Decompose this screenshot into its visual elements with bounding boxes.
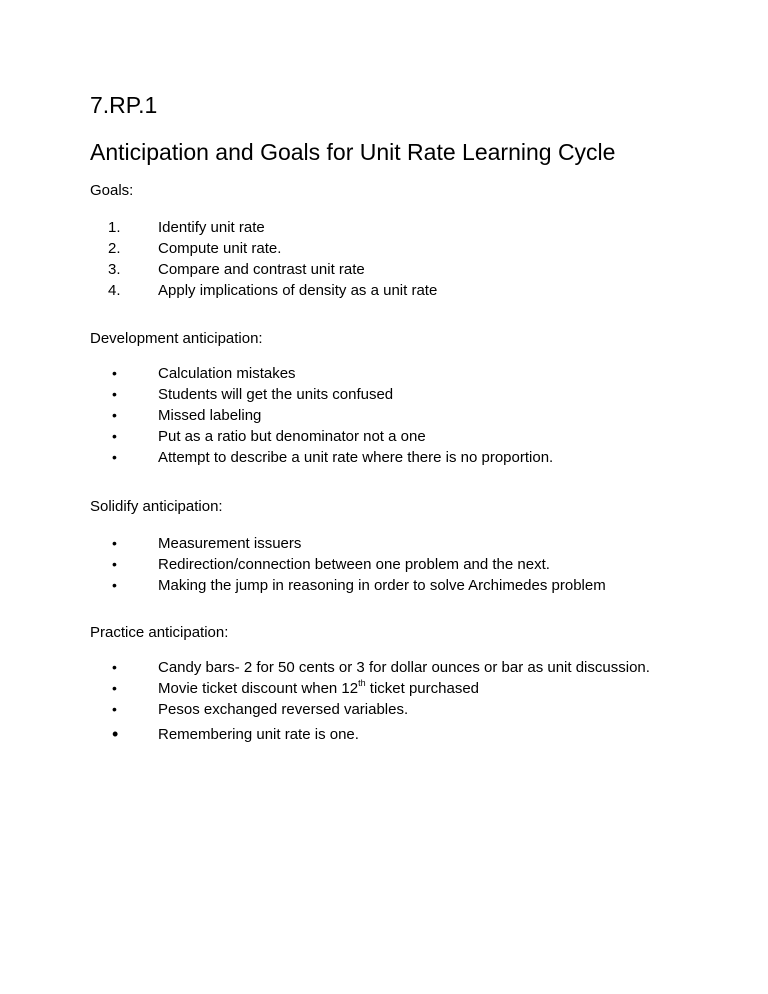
bullet-icon: • <box>112 577 117 593</box>
goals-list <box>90 217 437 301</box>
bullet-icon: • <box>112 428 117 444</box>
list-item-text: Apply implications of density as a unit rate <box>158 282 438 299</box>
standard-code-heading: 7.RP.1 <box>90 92 158 118</box>
practice-list <box>90 657 678 745</box>
list-item <box>90 384 553 405</box>
list-item <box>90 678 678 699</box>
list-item <box>90 426 553 447</box>
bullet-icon: • <box>112 449 117 465</box>
bullet-icon: • <box>112 365 117 381</box>
list-item-text: Calculation mistakes <box>158 365 296 382</box>
bullet-icon: • <box>112 701 117 717</box>
list-item <box>90 405 553 426</box>
bullet-icon: • <box>112 556 117 572</box>
list-item-text: Students will get the units confused <box>158 386 394 403</box>
solidify-list <box>90 533 606 596</box>
development-list <box>90 363 553 468</box>
list-item <box>90 657 678 678</box>
list-item <box>90 447 553 468</box>
list-item-text-part: ticket purchased <box>365 680 480 697</box>
list-item <box>90 280 437 301</box>
list-item-text: Put as a ratio but denominator not a one <box>158 428 426 445</box>
list-number: 4. <box>108 282 121 299</box>
list-number: 3. <box>108 261 121 278</box>
list-item <box>90 363 553 384</box>
bullet-icon: • <box>112 386 117 402</box>
goals-label: Goals: <box>90 182 134 199</box>
list-item-text: Pesos exchanged reversed variables. <box>158 701 409 718</box>
superscript: th <box>358 678 366 688</box>
development-label: Development anticipation: <box>90 330 263 347</box>
list-item <box>90 554 606 575</box>
list-item-text: Compute unit rate. <box>158 240 282 257</box>
list-item <box>90 699 678 720</box>
bullet-icon: • <box>112 535 117 551</box>
list-item-text: Identify unit rate <box>158 219 265 236</box>
list-item-text: Remembering unit rate is one. <box>158 726 359 743</box>
list-item-text <box>158 680 479 697</box>
list-item <box>90 533 606 554</box>
list-item-text: Missed labeling <box>158 407 262 424</box>
list-item-text: Compare and contrast unit rate <box>158 261 365 278</box>
list-item-text: Attempt to describe a unit rate where there is no proportion. <box>158 449 554 466</box>
list-number: 2. <box>108 240 121 257</box>
list-number: 1. <box>108 219 121 236</box>
bullet-icon: • <box>112 680 117 696</box>
list-item-text-part: Movie ticket discount when 12 <box>158 680 359 697</box>
list-item-text: Redirection/connection between one problem and the next. <box>158 556 550 573</box>
bullet-icon: • <box>112 659 117 675</box>
list-item <box>90 238 437 259</box>
bullet-icon: • <box>112 724 119 744</box>
list-item <box>90 259 437 280</box>
list-item-text: Making the jump in reasoning in order to solve Archimedes problem <box>158 577 606 594</box>
list-item-text: Candy bars- 2 for 50 cents or 3 for dollar ounces or bar as unit discussion. <box>158 659 650 676</box>
solidify-label: Solidify anticipation: <box>90 498 223 515</box>
list-item-text: Measurement issuers <box>158 535 302 552</box>
document-title: Anticipation and Goals for Unit Rate Learning Cycle <box>90 139 616 165</box>
list-item <box>90 575 606 596</box>
practice-label: Practice anticipation: <box>90 624 229 641</box>
list-item <box>90 724 678 745</box>
list-item <box>90 217 437 238</box>
bullet-icon: • <box>112 407 117 423</box>
